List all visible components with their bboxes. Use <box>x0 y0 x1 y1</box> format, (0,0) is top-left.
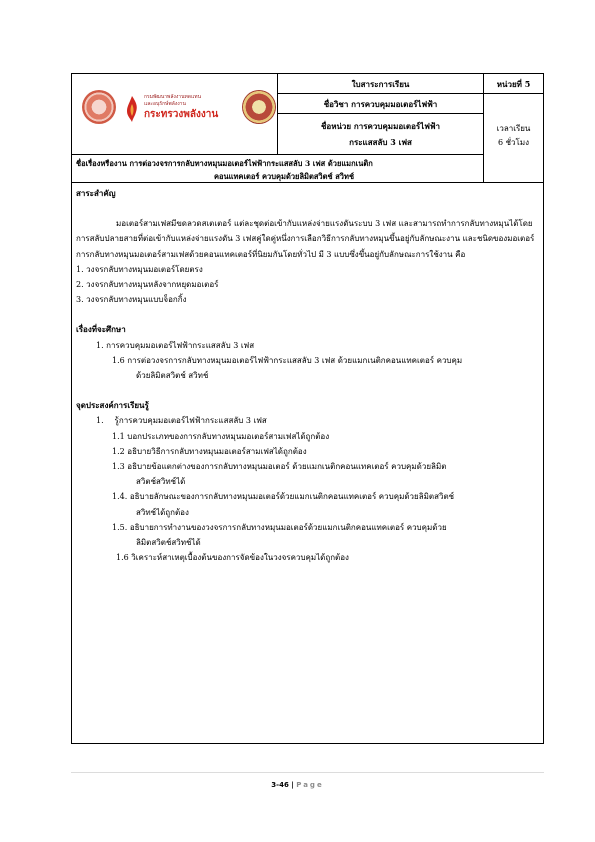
footer-divider <box>71 772 544 773</box>
flame-icon <box>124 94 140 124</box>
objective-number: 1.3 <box>112 462 125 472</box>
header-table <box>72 74 543 183</box>
objective-1-3 <box>76 459 540 474</box>
left-seal-icon <box>82 90 116 124</box>
essence-heading: สาระสำคัญ <box>76 188 116 198</box>
content-body <box>76 186 540 565</box>
objective-text: อธิบายลักษณะของการกลับทางหมุนมอเตอร์ด้วยแมกเนติกคอนแทคเตอร์ ควบคุมด้วยลิมิตสวิตช์ <box>129 492 455 502</box>
logo-department-text <box>144 94 201 107</box>
page-number: 3-46 <box>271 781 289 789</box>
topic-sub-line-1: 1.6 การต่อวงจรการกลับทางหมุนมอเตอร์ไฟฟ้ากระแสสลับ 3 เฟส ด้วยแมกเนติกคอนแทคเตอร์ ควบคุม <box>112 355 463 365</box>
topic-main: 1. การควบคุมมอเตอร์ไฟฟ้ากระแสสลับ 3 เฟส <box>96 340 255 350</box>
footer-separator: | <box>291 781 294 789</box>
essence-item-1: 1. วงจรกลับทางหมุนมอเตอร์โดยตรง <box>76 264 203 274</box>
objective-1-5-cont: ลิมิตสวิตช์สวิทช์ได้ <box>136 538 201 548</box>
right-seal-icon <box>242 90 276 124</box>
objective-text: อธิบายวิธีการกลับทางหมุนมอเตอร์สามเฟสได้ถูกต้อง <box>127 446 307 456</box>
page-frame <box>71 73 544 744</box>
objective-1-6: 1.6 วิเคราะห์สาเหตุเบื้องต้นของการจัดข้องในวงจรควบคุมได้ถูกต้อง <box>116 553 349 563</box>
page-word: Page <box>296 781 324 789</box>
essence-item-2: 2. วงจรกลับทางหมุนหลังจากหยุดมอเตอร์ <box>76 280 219 290</box>
study-time <box>484 94 543 183</box>
topic-cell <box>72 155 484 183</box>
essence-paragraph: มอเตอร์สามเฟสมีขดลวดสเตเตอร์ แต่ละชุดต่อเข้ากับแหล่งจ่ายแรงดันระบบ 3 เฟส และสามารถทำการกลับทางหมุนได้โดยการสลับปลายสายที่ต่อเข้ากับแหล่งจ่ายแรงดัน 3 เฟสคู่ใดคู่หนึ่งการเลือกวิธีการกลับทางหมุนขึ้นอยู่กับลักษณะงาน และชนิดของมอเตอร์ การกลับทางหมุนมอเตอร์สามเฟสด้วยคอนแทคเตอร์ที่นิยมกันโดยทั่วไป มี 3 แบบซึ่งขึ้นอยู่กับลักษณะการใช้งาน คือ <box>76 219 535 259</box>
objective-number: 1.1 <box>112 431 125 441</box>
objective-main <box>76 413 540 428</box>
unit-label: หน่วยที่ 5 <box>484 74 543 94</box>
objective-number: 1.4. <box>112 492 128 502</box>
topic-sub-line-2: ด้วยลิมิตสวิตช์ สวิทช์ <box>136 371 209 381</box>
objective-number: 1.2 <box>112 446 125 456</box>
objective-1-2 <box>76 444 540 459</box>
essence-item-3: 3. วงจรกลับทางหมุนแบบจ็อกกิ้ง <box>76 295 187 305</box>
time-value: 6 ชั่วโมง <box>497 138 530 147</box>
subject-name: ชื่อวิชา การควบคุมมอเตอร์ไฟฟ้า <box>278 94 484 114</box>
logo-ministry-text: กระทรวงพลังงาน <box>144 109 219 120</box>
page-footer <box>0 781 595 789</box>
objective-1-1 <box>76 429 540 444</box>
module-line-2: กระแสสลับ 3 เฟส <box>349 137 412 147</box>
objective-main-number: 1. <box>96 416 104 426</box>
logo-cell <box>72 74 278 155</box>
objective-1-4 <box>76 489 540 504</box>
logo-line-1: กรมพัฒนาพลังงานทดแทน <box>144 94 201 100</box>
document-title: ใบสาระการเรียน <box>278 74 484 94</box>
objective-text: บอกประเภทของการกลับทางหมุนมอเตอร์สามเฟสได้ถูกต้อง <box>127 431 330 441</box>
objective-1-5 <box>76 520 540 535</box>
objective-text: อธิบายการทำงานของวงจรการกลับทางหมุนมอเตอร์ด้วยแมกเนติกคอนแทคเตอร์ ควบคุมด้วย <box>129 522 447 532</box>
objective-main-text: รู้การควบคุมมอเตอร์ไฟฟ้ากระแสสลับ 3 เฟส <box>114 416 267 426</box>
time-label: เวลาเรียน <box>496 124 531 133</box>
objective-number: 1.5. <box>112 522 128 532</box>
objective-1-4-cont: สวิทช์ได้ถูกต้อง <box>136 507 189 517</box>
ministry-logo <box>82 88 272 138</box>
module-line-1: ชื่อหน่วย การควบคุมมอเตอร์ไฟฟ้า <box>320 121 441 131</box>
objective-1-3-cont: สวิตช์สวิทช์ได้ <box>136 477 186 487</box>
topic-line-2: คอนแทคเตอร์ ควบคุมด้วยลิมิตสวิตช์ สวิทช์ <box>214 172 355 181</box>
logo-line-2: และอนุรักษ์พลังงาน <box>144 100 186 107</box>
objectives-heading: จุดประสงค์การเรียนรู้ <box>76 400 149 411</box>
topic-line-1: ชื่อเรื่องหรืองาน การต่อวงจรการกลับทางหมุนมอเตอร์ไฟฟ้ากระแสสลับ 3 เฟส ด้วยแมกเนติก <box>76 159 373 168</box>
topics-heading: เรื่องที่จะศึกษา <box>76 324 126 335</box>
objective-text: อธิบายข้อแตกต่างของการกลับทางหมุนมอเตอร์ ด้วยแมกเนติกคอนแทคเตอร์ ควบคุมด้วยลิมิต <box>127 462 447 472</box>
module-name <box>278 114 484 155</box>
